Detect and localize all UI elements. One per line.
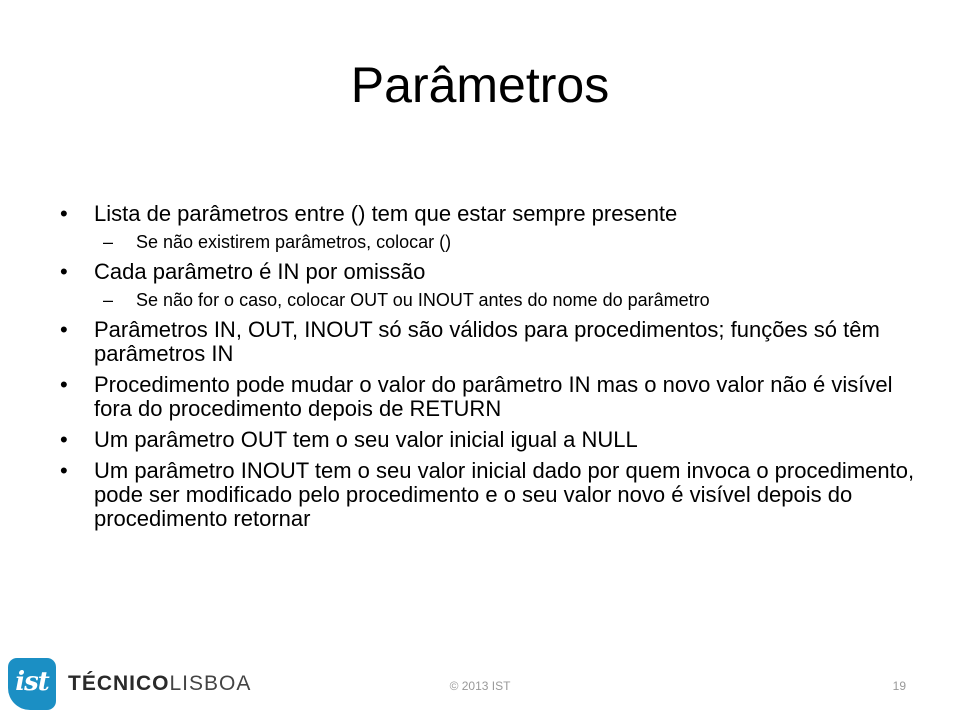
bullet-marker: • <box>60 458 68 483</box>
sub-bullet-marker: – <box>103 232 114 252</box>
bullet-marker: • <box>60 259 68 284</box>
ist-logo-icon <box>8 658 56 710</box>
bullet-item <box>60 260 920 284</box>
slide-title: Parâmetros <box>350 57 610 113</box>
bullet-item <box>60 373 920 421</box>
bullet-item <box>60 202 920 226</box>
bullet-list <box>60 202 920 531</box>
bullet-text: Cada parâmetro é IN por omissão <box>94 259 426 284</box>
brand-wordmark <box>68 672 251 696</box>
bullet-text: Lista de parâmetros entre () tem que estar sempre presente <box>94 201 678 226</box>
bullet-marker: • <box>60 372 68 397</box>
brand-light: LISBOA <box>169 672 252 695</box>
sub-bullet-item <box>60 231 920 253</box>
sub-bullet-text: Se não for o caso, colocar OUT ou INOUT antes do nome do parâmetro <box>136 290 710 310</box>
bullet-marker: • <box>60 317 68 342</box>
sub-bullet-marker: – <box>103 290 114 310</box>
bullet-item <box>60 428 920 452</box>
ist-logo-mark: ist <box>15 667 49 697</box>
sub-bullet-text: Se não existirem parâmetros, colocar () <box>136 232 452 252</box>
bullet-item <box>60 318 920 366</box>
bullet-text: Um parâmetro OUT tem o seu valor inicial igual a NULL <box>94 427 638 452</box>
brand-strong: TÉCNICO <box>68 672 170 695</box>
sub-bullet-item <box>60 289 920 311</box>
tecnico-lisboa-logo <box>8 658 251 710</box>
bullet-marker: • <box>60 427 68 452</box>
bullet-text: Um parâmetro INOUT tem o seu valor inicial dado por quem invoca o procedimento, pode ser modificado pelo procedimento e o seu valor novo é visível depois do procedimento retornar <box>94 458 915 531</box>
bullet-item <box>60 459 920 531</box>
footer-copyright: © 2013 IST <box>449 679 511 693</box>
bullet-marker: • <box>60 201 68 226</box>
bullet-text: Procedimento pode mudar o valor do parâmetro IN mas o novo valor não é visível fora do procedimento depois de RETURN <box>94 372 893 421</box>
page-number: 19 <box>892 679 906 693</box>
bullet-text: Parâmetros IN, OUT, INOUT só são válidos para procedimentos; funções só têm parâmetros IN <box>94 317 880 366</box>
